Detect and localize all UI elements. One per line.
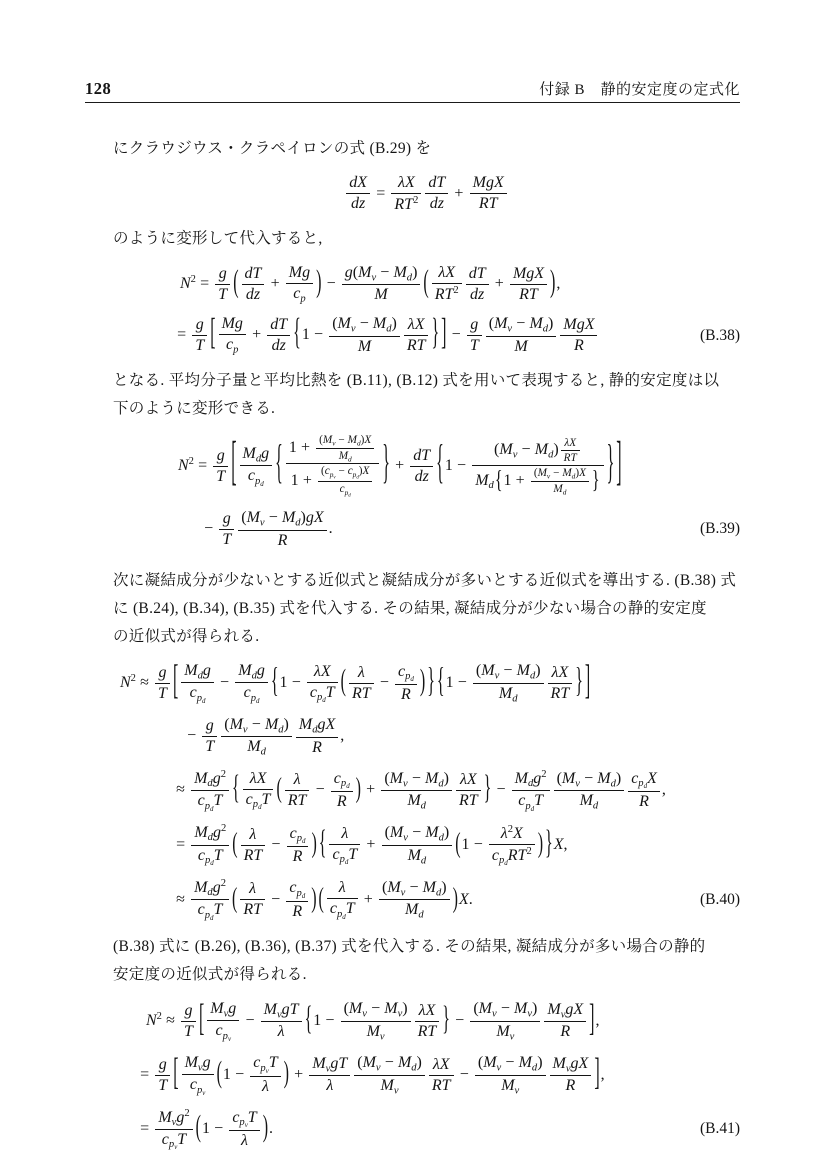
equation-line [113,1107,740,1153]
equation-b41 [113,999,740,1152]
equation-number: (B.38) [699,326,740,344]
equation-b38 [113,263,740,357]
math-row: ≈ $M_dg^2$ $c_{p_d}T$ { λX $c_{p_d}T$ ( $\frac{\lambda}{RT}$ − $c_{p_d}$ R ) + $\frac{(M_v - M_d)}{M_d}$ $\frac{\lambda X}{RT}$ } − $M_dg^2$ $c_{p_d}T$ $\frac{(M_v - M_d)}{M_d}$ $c_{p_d}X$ R , [176,768,666,813]
equation-number: (B.40) [699,890,740,908]
equation-line [113,173,740,215]
text-line: のように変形して代入すると, [113,229,323,247]
math-row: $N^2$ ≈ $\frac{g}{T}$ [ $M_dg$ $c_{p_d}$ − $M_dg$ $c_{p_d}$ {1 − λX $c_{p_d}T$ ( $\frac{\lambda}{RT}$ − $c_{p_d}$ R ) } {1 − $\frac{(M_v - M_d)}{M_d}$ $\frac{\lambda X}{RT}$ } ] [120,658,591,705]
math-row: − $\frac{g}{T}$ $\frac{(M_v - M_d)gX}{R}$ . [204,509,333,549]
text-line: (B.38) 式に (B.26), (B.36), (B.37) 式を代入する. その結果, 凝結成分が多い場合の静的 [113,937,706,955]
equation-line [113,822,740,868]
math-row: $N^2$ = $\frac{g}{T}$ [ $M_dg$ $c_{p_d}$ { 1 + $\frac{(M_v - M_d)X}{M_d}$ 1 + $(c_{p_v}- c_{p_d})X$ $c_{p_d}$ } + $\frac{dT}{dz}$ {1 − $(M_v - M_d)$ $\frac{\lambda X}{RT}$ $M_d\{1$ + $\frac{(M_v - M_d)X}{M_d}$ } } ] [178,433,622,499]
paragraph-approx-low-condensate [113,567,740,651]
equation-clausius-clapeyron [113,173,740,215]
math-row: $\frac{dX}{dz}$ = $\frac{\lambda X}{RT^2}$ $\frac{dT}{dz}$ + MgX RT [344,185,508,202]
page-number: 128 [85,79,112,98]
math-row: = $M_vg^2$ $c_{p_v}T$ (1 − $c_{p_v}T$ λ ). [140,1107,274,1152]
equation-line [113,658,740,706]
page-header [85,78,740,103]
text-line: に (B.24), (B.34), (B.35) 式を代入する. その結果, 凝結成分が少ない場合の静的安定度 [113,599,707,617]
running-title: 付録 B 静的安定度の定式化 [539,82,740,98]
equation-number: (B.41) [699,1120,740,1138]
equation-line [113,768,740,814]
math-row: $N^2$ = $\frac{g}{T}$ ( $\frac{dT}{dz}$ + $\frac{Mg}{c_p}$ ) − $\frac{g(M_v - M_d)}{M}$ ( $\frac{\lambda X}{RT^2}$ $\frac{dT}{dz}$ + MgX RT ), [180,263,561,305]
equation-line [113,314,740,357]
paragraph-approx-high-condensate [113,933,740,989]
math-row: − $\frac{g}{T}$ $\frac{(M_v - M_d)}{M_d}$ $M_dgX$ R , [187,715,345,758]
paragraph-mean-molecular [113,367,740,423]
text-line: の近似式が得られる. [113,627,260,645]
math-row: ≈ $M_dg^2$ $c_{p_d}T$ ( $\frac{\lambda}{RT}$ − $c_{p_d}$ R ) ( λ $c_{p_d}T$ + $\frac{(M_v - M_d)}{M_d}$ )X. [176,878,473,923]
text-line: 安定度の近似式が得られる. [113,965,307,983]
equation-line [113,263,740,306]
math-row: $N^2$ ≈ $\frac{g}{T}$ [ $M_vg$ $c_{p_v}$ − $M_vgT$ λ {1 − $\frac{(M_v - M_v)}{M_v}$ $\frac{\lambda X}{RT}$ } − $\frac{(M_v - M_v)}{M_v}$ $M_vgX$ R ], [146,998,600,1043]
equation-line [113,1053,740,1098]
math-row: = $\frac{g}{T}$ [ $\frac{Mg}{c_p}$ + $\frac{dT}{dz}$ {1 − $\frac{(M_v - M_d)}{M}$ $\frac{\lambda X}{RT}$ } ] − $\frac{g}{T}$ $\frac{(M_v - M_d)}{M}$ MgX R [173,326,599,343]
equation-number: (B.39) [699,520,740,538]
equation-line [113,877,740,923]
paragraph-substitute [113,225,740,253]
paragraph-intro [113,135,740,163]
math-row: = $\frac{g}{T}$ [ $M_vg$ $c_{p_v}$ (1 − $c_{p_v}T$ λ ) + $M_vgT$ λ $\frac{(M_v - M_d)}{M_v}$ $\frac{\lambda X}{RT}$ − $\frac{(M_v - M_d)}{M_v}$ $M_vgX$ R ], [140,1052,605,1097]
equation-line [113,999,740,1044]
text-line: 次に凝結成分が少ないとする近似式と凝結成分が多いとする近似式を導出する. (B.38) 式 [113,571,737,589]
math-row: = $M_dg^2$ $c_{p_d}T$ ( $\frac{\lambda}{RT}$ − $c_{p_d}$ R ) { λ $c_{p_d}T$ + $\frac{(M_v - M_d)}{M_d}$ (1 − $\lambda^2X$ $c_{p_d}RT^2$ ) }X, [176,823,568,868]
equation-line [113,715,740,759]
text-line: 下のように変形できる. [113,399,276,417]
page-content [85,135,740,1152]
text-line: にクラウジウス・クラペイロンの式 (B.29) を [113,140,432,157]
equation-line [113,433,740,499]
text-line: となる. 平均分子量と平均比熱を (B.11), (B.12) 式を用いて表現すると, 静的安定度は以 [113,371,720,389]
equation-b40 [113,658,740,923]
equation-line [113,508,740,551]
equation-b39 [113,433,740,551]
